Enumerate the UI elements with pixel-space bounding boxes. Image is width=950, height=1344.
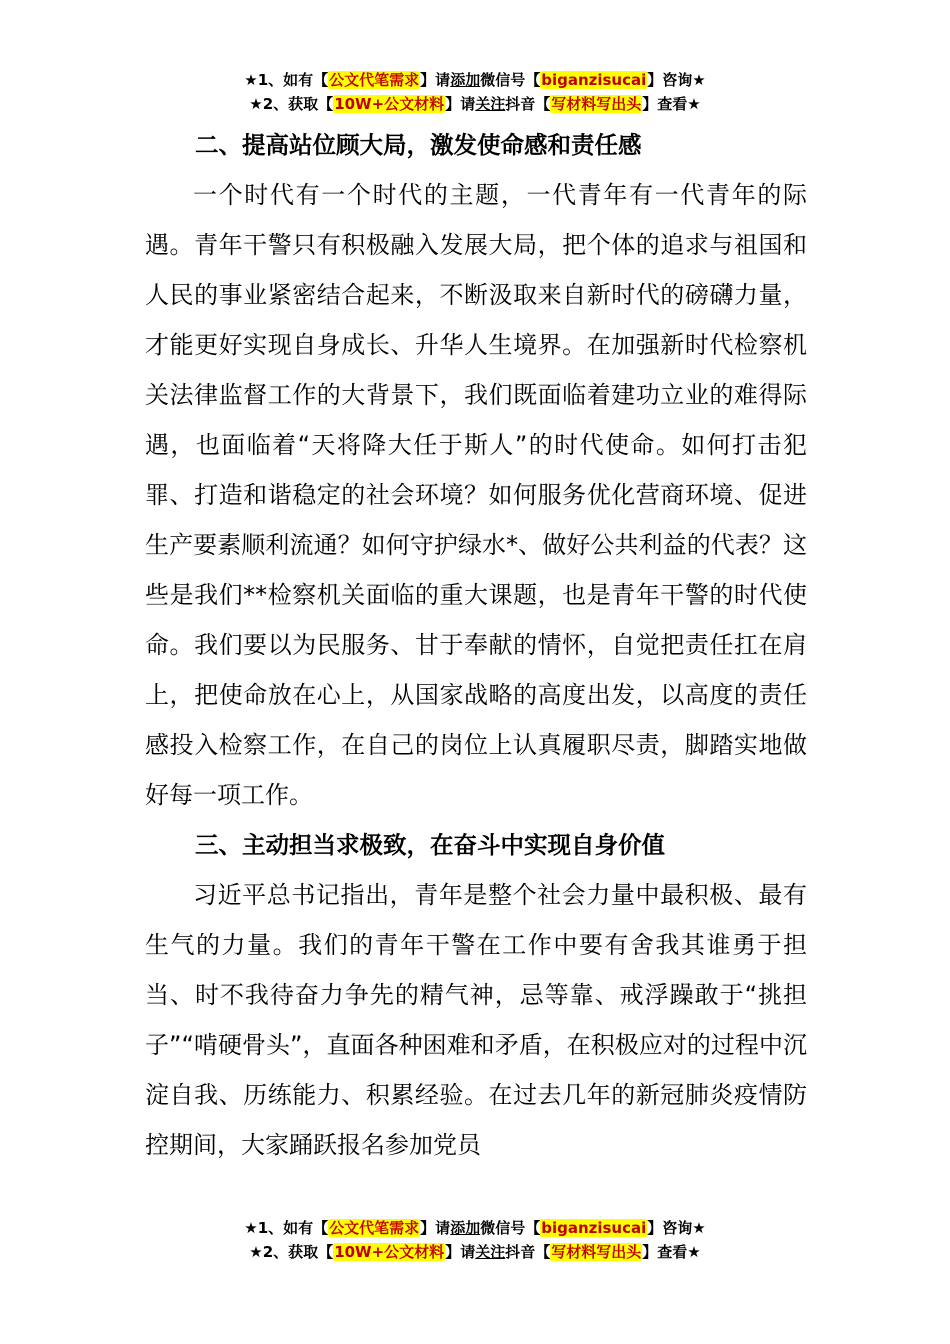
section-2-heading: 二、提高站位顾大局，激发使命感和责任感 bbox=[195, 131, 642, 159]
promo-text: 微信号【 bbox=[480, 71, 541, 89]
header-promo-banner bbox=[0, 68, 950, 116]
promo-text: 微信号【 bbox=[480, 1219, 541, 1237]
promo-highlight: 10W+公文材料 bbox=[334, 95, 445, 113]
wechat-id-highlight: biganzisucai bbox=[541, 1219, 647, 1237]
section-2-paragraph: 一个时代有一个时代的主题，一代青年有一代青年的际遇。青年干警只有积极融入发展大局，把个体的追求与祖国和人民的事业紧密结合起来，不断汲取来自新时代的磅礴力量，才能更好实现自身成长、升华人生境界。在加强新时代检察机关法律监督工作的大背景下，我们既面临着建功立业的难得际遇，也面临着“天将降大任于斯人”的时代使命。如何打击犯罪、打造和谐稳定的社会环境？如何服务优化营商环境、促进生产要素顺利流通？如何守护绿水*、做好公共利益的代表？这些是我们**检察机关面临的重大课题，也是青年干警的时代使命。我们要以为民服务、甘于奉献的情怀，自觉把责任扛在肩上，把使命放在心上，从国家战略的高度出发，以高度的责任感投入检察工作，在自己的岗位上认真履职尽责，脚踏实地做好每一项工作。 bbox=[145, 181, 807, 809]
promo-line-2 bbox=[0, 92, 950, 116]
promo-highlight: 公文代笔需求 bbox=[329, 71, 420, 89]
promo-underlined-text: 添加 bbox=[450, 71, 481, 89]
promo-underlined-text: 关注 bbox=[475, 95, 506, 113]
footer-promo-banner bbox=[0, 1216, 950, 1264]
promo-text: 抖音【 bbox=[505, 95, 551, 113]
promo-text: ★1、如有【 bbox=[244, 71, 329, 89]
promo-text: 】查看★ bbox=[642, 1243, 701, 1261]
promo-text: 】咨询★ bbox=[647, 71, 706, 89]
promo-text: 】请 bbox=[445, 1243, 476, 1261]
promo-text: 】咨询★ bbox=[647, 1219, 706, 1237]
promo-text: 】查看★ bbox=[642, 95, 701, 113]
document-body bbox=[145, 120, 807, 1170]
promo-highlight: 公文代笔需求 bbox=[329, 1219, 420, 1237]
promo-text: ★2、获取【 bbox=[249, 1243, 334, 1261]
promo-line-1 bbox=[0, 68, 950, 92]
promo-text: 】请 bbox=[445, 95, 476, 113]
section-3-heading: 三、主动担当求极致，在奋斗中实现自身价值 bbox=[195, 831, 665, 859]
douyin-id-highlight: 写材料写出头 bbox=[551, 1243, 642, 1261]
wechat-id-highlight: biganzisucai bbox=[541, 71, 647, 89]
promo-text: ★1、如有【 bbox=[244, 1219, 329, 1237]
promo-underlined-text: 关注 bbox=[475, 1243, 506, 1261]
promo-text: 】请 bbox=[420, 71, 451, 89]
promo-text: 抖音【 bbox=[505, 1243, 551, 1261]
promo-underlined-text: 添加 bbox=[450, 1219, 481, 1237]
promo-text: 】请 bbox=[420, 1219, 451, 1237]
promo-text: ★2、获取【 bbox=[249, 95, 334, 113]
douyin-id-highlight: 写材料写出头 bbox=[551, 95, 642, 113]
promo-line-2 bbox=[0, 1240, 950, 1264]
promo-highlight: 10W+公文材料 bbox=[334, 1243, 445, 1261]
promo-line-1 bbox=[0, 1216, 950, 1240]
section-3-paragraph: 习近平总书记指出，青年是整个社会力量中最积极、最有生气的力量。我们的青年干警在工作中要有舍我其谁勇于担当、时不我待奋力争先的精气神，忌等靠、戒浮躁敢于“挑担子”“啃硬骨头”，直面各种困难和矛盾，在积极应对的过程中沉淀自我、历练能力、积累经验。在过去几年的新冠肺炎疫情防控期间，大家踊跃报名参加党员 bbox=[145, 881, 807, 1159]
